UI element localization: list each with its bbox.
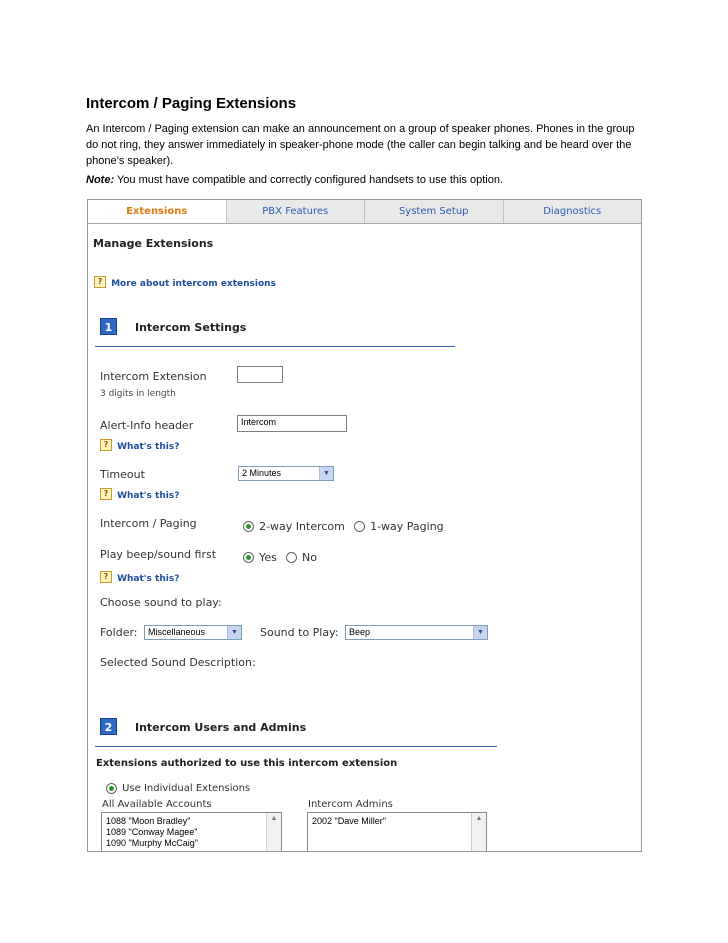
- use-individual-row: [106, 778, 250, 797]
- play-beep-label: Play beep/sound first: [100, 548, 217, 561]
- radio-no[interactable]: [286, 552, 297, 563]
- radio-yes[interactable]: [243, 552, 254, 563]
- digits-hint: 3 digits in length: [100, 389, 176, 399]
- section-1-title: Intercom Settings: [135, 321, 247, 334]
- more-about-link[interactable]: More about intercom extensions: [111, 279, 276, 289]
- choose-sound-label: Choose sound to play:: [100, 596, 222, 609]
- doc-title: Intercom / Paging Extensions: [86, 95, 297, 112]
- authorized-heading: Extensions authorized to use this intercom extension: [96, 758, 398, 769]
- more-about-row[interactable]: [94, 271, 276, 290]
- note-text: You must have compatible and correctly configured handsets to use this option.: [114, 174, 504, 186]
- note-label: Note:: [86, 174, 115, 186]
- help-icon[interactable]: ?: [100, 439, 112, 451]
- list-item[interactable]: 1088 "Moon Bradley": [106, 816, 191, 826]
- folder-label: Folder:: [100, 626, 138, 639]
- intercom-extension-label: Intercom Extension: [100, 370, 207, 383]
- timeout-value: 2 Minutes: [242, 468, 282, 478]
- tab-system-setup[interactable]: System Setup: [365, 200, 504, 223]
- scroll-up-arrow-icon[interactable]: ▲: [270, 815, 278, 822]
- folder-select[interactable]: [144, 625, 242, 640]
- radio-use-individual[interactable]: [106, 783, 117, 794]
- intercom-paging-radios: [243, 516, 444, 535]
- scrollbar[interactable]: [266, 813, 281, 852]
- sound-to-play-label: Sound to Play:: [260, 626, 339, 639]
- help-icon[interactable]: ?: [94, 276, 106, 288]
- timeout-label: Timeout: [100, 468, 145, 481]
- list-item[interactable]: 2002 "Dave Miller": [312, 816, 386, 826]
- section-2-title: Intercom Users and Admins: [135, 721, 307, 734]
- scrollbar[interactable]: [471, 813, 486, 852]
- use-individual-label: Use Individual Extensions: [122, 783, 251, 794]
- sound-description-label: Selected Sound Description:: [100, 656, 256, 669]
- scroll-up-arrow-icon[interactable]: ▲: [475, 815, 483, 822]
- two-way-label: 2-way Intercom: [259, 520, 345, 533]
- whats-this-link[interactable]: What's this?: [117, 574, 180, 584]
- list-item[interactable]: 1090 "Murphy McCaig": [106, 838, 198, 848]
- whats-this-link[interactable]: What's this?: [117, 442, 180, 452]
- intercom-admins-list[interactable]: [307, 812, 487, 852]
- alert-info-input[interactable]: Intercom: [237, 415, 347, 432]
- tab-extensions[interactable]: Extensions: [88, 200, 227, 223]
- whats-this-link[interactable]: What's this?: [117, 491, 180, 501]
- play-beep-help[interactable]: [100, 566, 179, 585]
- doc-note: [86, 172, 646, 188]
- help-icon[interactable]: ?: [100, 488, 112, 500]
- play-beep-radios: [243, 547, 317, 566]
- sound-select[interactable]: [345, 625, 488, 640]
- intercom-extension-input[interactable]: [237, 366, 283, 383]
- help-icon[interactable]: ?: [100, 571, 112, 583]
- radio-2-way-intercom[interactable]: [243, 521, 254, 532]
- sound-value: Beep: [349, 627, 371, 637]
- manage-extensions-heading: Manage Extensions: [93, 237, 214, 250]
- radio-1-way-paging[interactable]: [354, 521, 365, 532]
- no-label: No: [302, 551, 318, 564]
- doc-intro-paragraph: An Intercom / Paging extension can make an announcement on a group of speaker phones. Phones in the group do not ring, they answer immediately in speaker-phone mode (the caller can begin talking and be heard over the phone’s speaker).: [86, 123, 635, 167]
- chevron-down-icon[interactable]: ▼: [473, 626, 487, 639]
- section-1-divider: [95, 346, 455, 347]
- all-accounts-label: All Available Accounts: [102, 799, 212, 810]
- tab-diagnostics[interactable]: Diagnostics: [504, 200, 642, 223]
- intercom-paging-label: Intercom / Paging: [100, 517, 197, 530]
- intercom-admins-label: Intercom Admins: [308, 799, 393, 810]
- all-accounts-list[interactable]: [101, 812, 282, 852]
- section-2-divider: [95, 746, 497, 747]
- tab-pbx-features[interactable]: PBX Features: [227, 200, 366, 223]
- timeout-select[interactable]: [238, 466, 334, 481]
- alert-info-label: Alert-Info header: [100, 419, 194, 432]
- section-1-badge: 1: [100, 318, 117, 335]
- list-item[interactable]: 1089 "Conway Magee": [106, 827, 198, 837]
- chevron-down-icon[interactable]: ▼: [227, 626, 241, 639]
- timeout-help[interactable]: [100, 483, 179, 502]
- one-way-label: 1-way Paging: [370, 520, 444, 533]
- screenshot-frame: [87, 199, 642, 852]
- yes-label: Yes: [259, 551, 277, 564]
- folder-value: Miscellaneous: [148, 627, 206, 637]
- chevron-down-icon[interactable]: ▼: [319, 467, 333, 480]
- alert-info-help[interactable]: [100, 434, 179, 453]
- section-2-badge: 2: [100, 718, 117, 735]
- nav-tabs: [88, 200, 641, 224]
